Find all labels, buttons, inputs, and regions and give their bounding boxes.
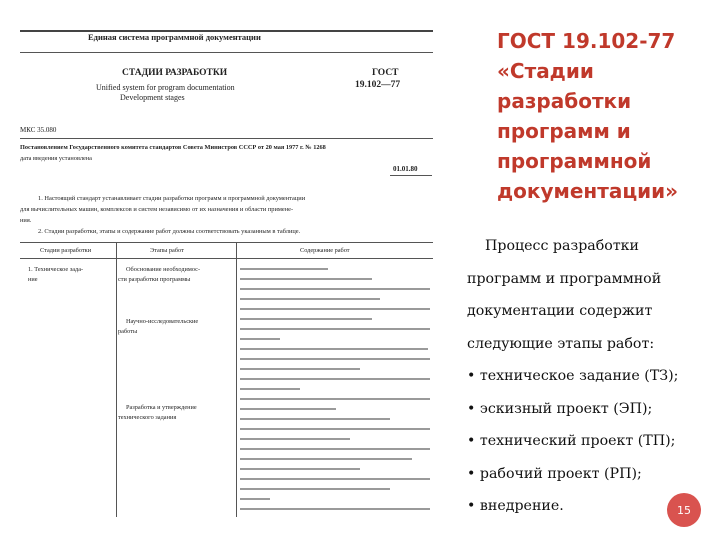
stages-title: СТАДИИ РАЗРАБОТКИ [122,68,228,78]
list-item: • технический проект (ТП); [467,433,676,449]
paragraph2: 2. Стадии разработки, этапы и содержание работ должны соответствовать указанным в таблице. [38,228,301,235]
gost-number: 19.102—77 [355,80,401,90]
date-rule [390,175,432,176]
table-divider-2 [236,242,237,517]
effective-date: 01.01.80 [393,165,418,173]
slide-body [467,230,717,523]
list-item: • внедрение. [467,498,564,514]
table-divider-1 [116,242,117,517]
gost-label: ГОСТ [372,68,399,78]
stage-1-line1: 1. Техническое зада- [28,266,84,273]
step-1-line1: Обоснование необходимос- [126,266,201,273]
paragraph1-line3: ния. [20,217,32,224]
mks-code: МКС 35.080 [20,126,57,134]
table-top-border [20,242,433,243]
page-number-badge: 15 [667,493,701,527]
table-header-content: Содержание работ [300,247,350,254]
table-header-stage: Стадии разработки [40,247,92,254]
bullet-icon: • [467,400,480,417]
decree-text: Постановлением Государственного комитета стандартов Совета Министров СССР от 20 мая 1977 г. № 1268 [20,144,326,151]
step-3-line1: Разработка и утверждение [126,404,197,411]
step-1-line2: сти разработки программы [118,276,191,283]
system-title: Единая система программной документации [88,32,261,42]
step-2-line2: работы [118,328,138,335]
decree-subtext: дата введения установлена [20,155,92,162]
table-header-border [20,258,433,259]
intro-line-2: программ и программной [467,270,662,287]
slide-title: ГОСТ 19.102-77 «Стадии разработки программ и программной документации» [497,29,679,203]
english-title-line1: Unified system for program documentation [96,83,235,92]
step-2-line1: Научно-исследовательские [126,318,199,325]
intro-line-4: следующие этапы работ: [467,335,655,352]
list-item: • техническое задание (ТЗ); [467,368,679,384]
bullet-icon: • [467,498,480,514]
paragraph1-line2: для вычислительных машин, комплексов и систем независимо от их назначения и области примене- [20,206,294,213]
intro-line-1: Процесс разработки [485,238,639,254]
step-3-line2: технического задания [118,414,177,421]
paragraph1-line1: 1. Настоящий стандарт устанавливает стадии разработки программ и программной документации [38,195,306,202]
list-item: • рабочий проект (РП); [467,465,642,482]
intro-line-3: документации содержит [467,303,653,319]
stage-1-line2: ние [28,276,38,283]
table-header-step: Этапы работ [150,247,184,254]
title-rule [20,52,433,53]
bullet-icon: • [467,368,480,384]
bullet-icon: • [467,465,480,482]
bullet-icon: • [467,433,480,449]
list-item: • эскизный проект (ЭП); [467,400,653,417]
mks-rule [20,138,433,139]
english-title-line2: Development stages [120,93,185,102]
